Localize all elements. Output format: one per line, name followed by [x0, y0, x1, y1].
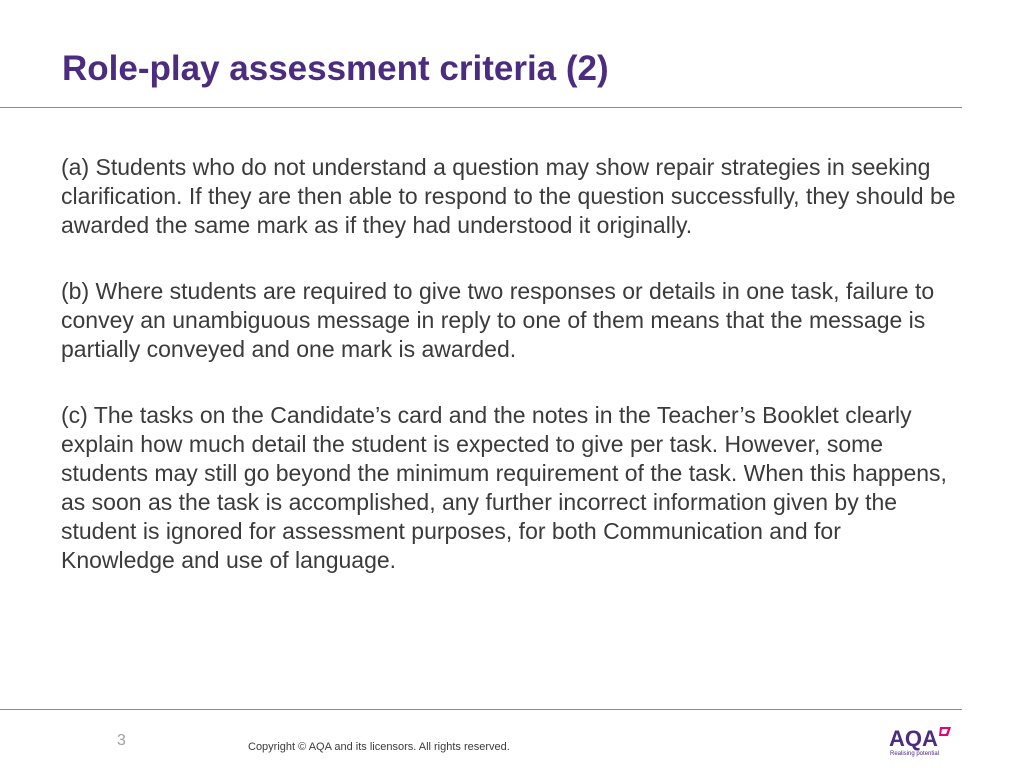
logo-tagline: Realising potential — [890, 751, 940, 757]
logo-wordmark: AQA — [889, 726, 938, 751]
paragraph-b: (b) Where students are required to give two responses or details in one task, failure to convey an unambiguous message in reply to one of them means that the message is partially conveyed and one mark is awarded. — [61, 278, 935, 362]
copyright-notice: Copyright © AQA and its licensors. All rights reserved. — [248, 741, 510, 753]
page-number: 3 — [117, 732, 126, 749]
paragraph-a: (a) Students who do not understand a question may show repair strategies in seeking clarification. If they are then able to respond to the question successfully, they should be awarded the same mark as if they had understood it originally. — [61, 154, 956, 238]
slide-title: Role-play assessment criteria (2) — [62, 49, 609, 88]
aqa-logo-icon — [888, 724, 958, 758]
title-divider — [0, 107, 962, 108]
slide-body — [61, 153, 961, 612]
footer-divider — [0, 709, 962, 710]
paragraph-c: (c) The tasks on the Candidate’s card and the notes in the Teacher’s Booklet clearly explain how much detail the student is expected to give per task. However, some students may still go beyond the minimum requirement of the task. When this happens, as soon as the task is accomplished, any further incorrect information given by the student is ignored for assessment purposes, for both Communication and for Knowledge and use of language. — [61, 402, 947, 573]
